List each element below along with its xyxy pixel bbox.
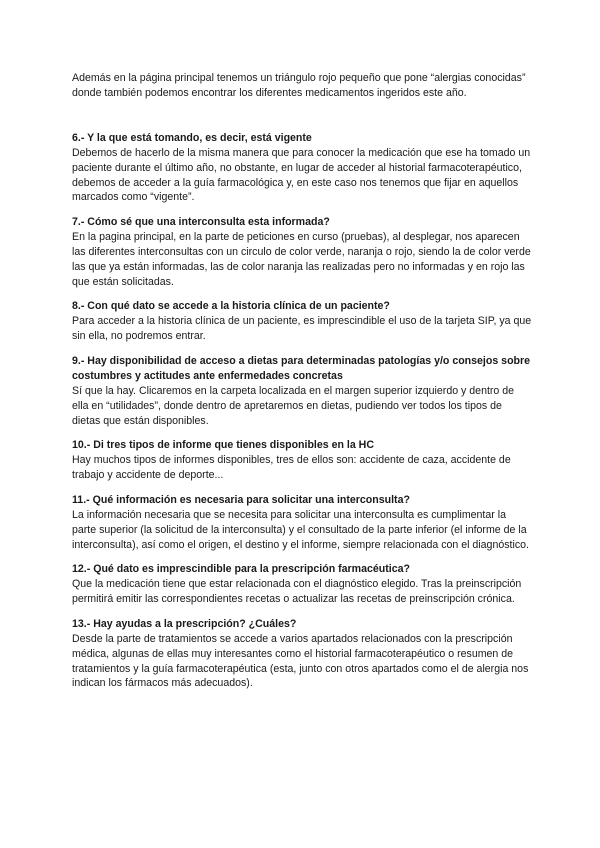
answer-paragraph: Que la medicación tiene que estar relacionada con el diagnóstico elegido. Tras la preinscripción permitirá emitir las correspondientes recetas o actualizar las recetas de preinscripción crónica. xyxy=(72,578,522,606)
qa-section-11 xyxy=(72,493,532,552)
answer-paragraph: Desde la parte de tratamientos se accede a varios apartados relacionados con la prescripción médica, algunas de ellas muy interesantes como el historial farmacoterapéutico o resumen de tratamientos y la guía farmacoterapéutica (esta, junto con otros apartados como el de alergia nos indican los fármacos más adecuados). xyxy=(72,632,529,690)
answer-paragraph: Sí que la hay. Clicaremos en la carpeta localizada en el margen superior izquierdo y dentro de ella en “utilidades”, donde dentro de apretaremos en dietas, pudiendo ver todos los tipos de dietas que están disponibles. xyxy=(72,384,515,427)
qa-section-6 xyxy=(72,131,532,205)
qa-section-10 xyxy=(72,438,532,483)
qa-section-13 xyxy=(72,617,532,691)
answer-paragraph: Debemos de hacerlo de la misma manera que para conocer la medicación que ese ha tomado un paciente durante el último año, no obstante, en lugar de acceder al historial farmacoterapéutico, debemos de acceder a la guía farmacológica y, en este caso nos tenemos que fijar en aquellos marcados como “vigente”. xyxy=(72,147,531,204)
question-heading: 6.- Y la que está tomando, es decir, está vigente xyxy=(72,132,312,144)
answer-paragraph: Para acceder a la historia clínica de un paciente, es imprescindible el uso de la tarjeta SIP, ya que sin ella, no podremos entrar. xyxy=(72,315,532,343)
intro-paragraph: Además en la página principal tenemos un triángulo rojo pequeño que pone “alergias conocidas” donde también podemos encontrar los diferentes medicamentos ingeridos este año. xyxy=(72,72,526,99)
qa-section-12 xyxy=(72,562,532,607)
question-heading: 8.- Con qué dato se accede a la historia clínica de un paciente? xyxy=(72,300,390,313)
answer-paragraph: En la pagina principal, en la parte de peticiones en curso (pruebas), al desplegar, nos aparecen las diferentes interconsultas con un circulo de color verde, naranja o rojo, siendo la de color verde las que ya están informadas, las de color naranja las realizadas pero no informadas y en rojo las que están solicitadas. xyxy=(72,231,531,288)
answer-paragraph: La información necesaria que se necesita para solicitar una interconsulta es cumplimentar la parte superior (la solicitud de la interconsulta) y el consultado de la parte inferior (el informe de la interconsulta), así como el origen, el destino y el informe, siempre relacionada con el diagnóstico. xyxy=(72,508,529,551)
answer-paragraph: Hay muchos tipos de informes disponibles, tres de ellos son: accidente de caza, accidente de trabajo y accidente de deporte... xyxy=(72,454,511,482)
question-heading: 11.- Qué información es necesaria para solicitar una interconsulta? xyxy=(72,493,410,506)
question-heading: 13.- Hay ayudas a la prescripción? ¿Cuáles? xyxy=(72,617,297,630)
question-heading: 10.- Di tres tipos de informe que tienes disponibles en la HC xyxy=(72,439,374,452)
question-heading: 9.- Hay disponibilidad de acceso a dietas para determinadas patologías y/o consejos sobre costumbres y actitudes ante enfermedades concretas xyxy=(72,354,531,382)
question-heading: 7.- Cómo sé que una interconsulta esta informada? xyxy=(72,216,330,229)
qa-section-9 xyxy=(72,354,532,428)
question-heading: 12.- Qué dato es imprescindible para la prescripción farmacéutica? xyxy=(72,563,410,576)
qa-section-8 xyxy=(72,299,532,344)
qa-section-7 xyxy=(72,215,532,289)
document-page xyxy=(72,71,532,701)
